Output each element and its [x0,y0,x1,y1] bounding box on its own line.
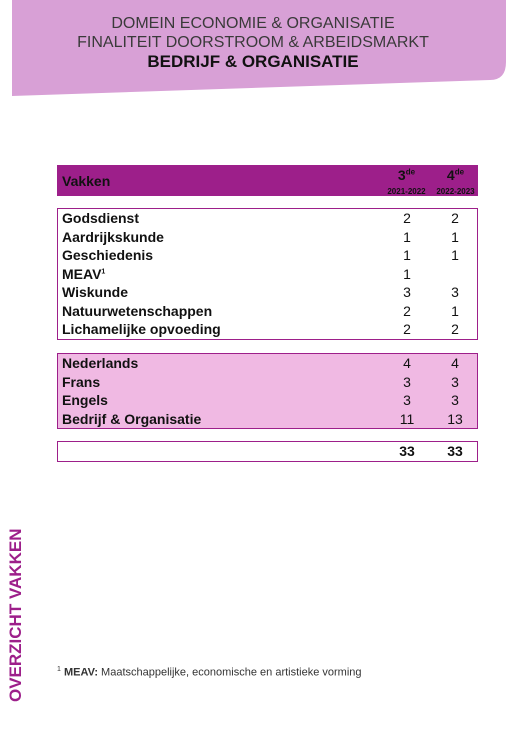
hours-year-4: 2 [451,210,459,227]
subject-name-text: Engels [62,392,108,409]
study-title: BEDRIJF & ORGANISATIE [147,52,359,71]
table-row [58,302,477,321]
hours-year-4: 13 [447,410,463,427]
subject-name-text: Godsdienst [62,210,140,227]
hours-year-4: 1 [451,247,459,264]
hours-year-4: 1 [451,302,459,319]
subject-name [58,266,381,282]
table-row [58,373,477,392]
hours-year-4: 1 [451,228,459,245]
year-3-range: 2021-2022 [387,187,426,196]
hours-year-3: 1 [403,265,411,282]
year-3-header [380,165,433,196]
hours-year-3: 3 [403,392,411,409]
totals-row-box [57,441,478,462]
year-3-suffix: de [405,167,416,177]
specific-subjects-group [57,353,478,429]
year-4-range: 2022-2023 [436,187,475,196]
total-year-3: 33 [399,443,415,460]
table-row [58,410,477,429]
subject-name [58,247,381,263]
year-3-ordinal: 3 [397,167,406,183]
hours-year-4: 3 [451,373,459,390]
subject-name-text: Frans [62,373,101,390]
side-label: OVERZICHT VAKKEN [6,528,25,702]
hours-year-3: 4 [403,355,411,372]
hours-year-3: 3 [403,373,411,390]
subject-name-text: Natuurwetenschappen [62,302,213,319]
table-header [57,165,478,196]
general-subjects-group [57,208,478,340]
subject-name [58,374,381,390]
total-year-4: 33 [447,443,463,460]
hours-year-3: 2 [403,302,411,319]
title-banner [0,0,522,100]
hours-year-3: 1 [403,247,411,264]
subject-name [58,303,381,319]
table-row [58,354,477,373]
table-row [58,209,477,228]
finality-title: FINALITEIT DOORSTROOM & ARBEIDSMARKT [77,34,429,51]
subject-name-text: Geschiedenis [62,247,154,264]
subject-name [58,210,381,226]
year-4-suffix: de [454,167,465,177]
table-row [58,320,477,339]
footnote-ref: 1 [101,268,106,276]
domain-title: DOMEIN ECONOMIE & ORGANISATIE [111,15,395,32]
subject-column-header: Vakken [62,172,111,189]
footnote-marker: 1 [57,666,61,673]
hours-year-3: 2 [403,321,411,338]
hours-year-4: 3 [451,392,459,409]
table-row [58,246,477,265]
subject-name-text: Bedrijf & Organisatie [62,410,202,427]
subject-name-text: Nederlands [62,355,139,372]
subject-name [58,284,381,300]
hours-year-3: 3 [403,284,411,301]
hours-year-3: 1 [403,228,411,245]
totals-row [58,442,477,461]
table-row [58,283,477,302]
subject-name [58,392,381,408]
subject-name-text: MEAV [62,265,102,282]
subject-name [58,229,381,245]
footnote-text: Maatschappelijke, economische en artistieke vorming [98,666,362,679]
footnote-term: MEAV: [63,666,98,679]
subject-name-text: Aardrijkskunde [62,228,164,245]
hours-year-3: 11 [399,410,415,427]
subject-name [58,321,381,337]
subject-name [58,355,381,371]
hours-year-3: 2 [403,210,411,227]
table-row [58,391,477,410]
hours-year-4: 2 [451,321,459,338]
table-row [58,228,477,247]
year-4-ordinal: 4 [446,167,455,183]
year-4-header [433,165,478,196]
table-row [58,265,477,284]
hours-year-4: 3 [451,284,459,301]
footnote [57,666,362,679]
hours-year-4: 4 [451,355,459,372]
subject-name-text: Wiskunde [62,284,128,301]
subject-name [58,411,381,427]
subject-name-text: Lichamelijke opvoeding [62,321,221,338]
